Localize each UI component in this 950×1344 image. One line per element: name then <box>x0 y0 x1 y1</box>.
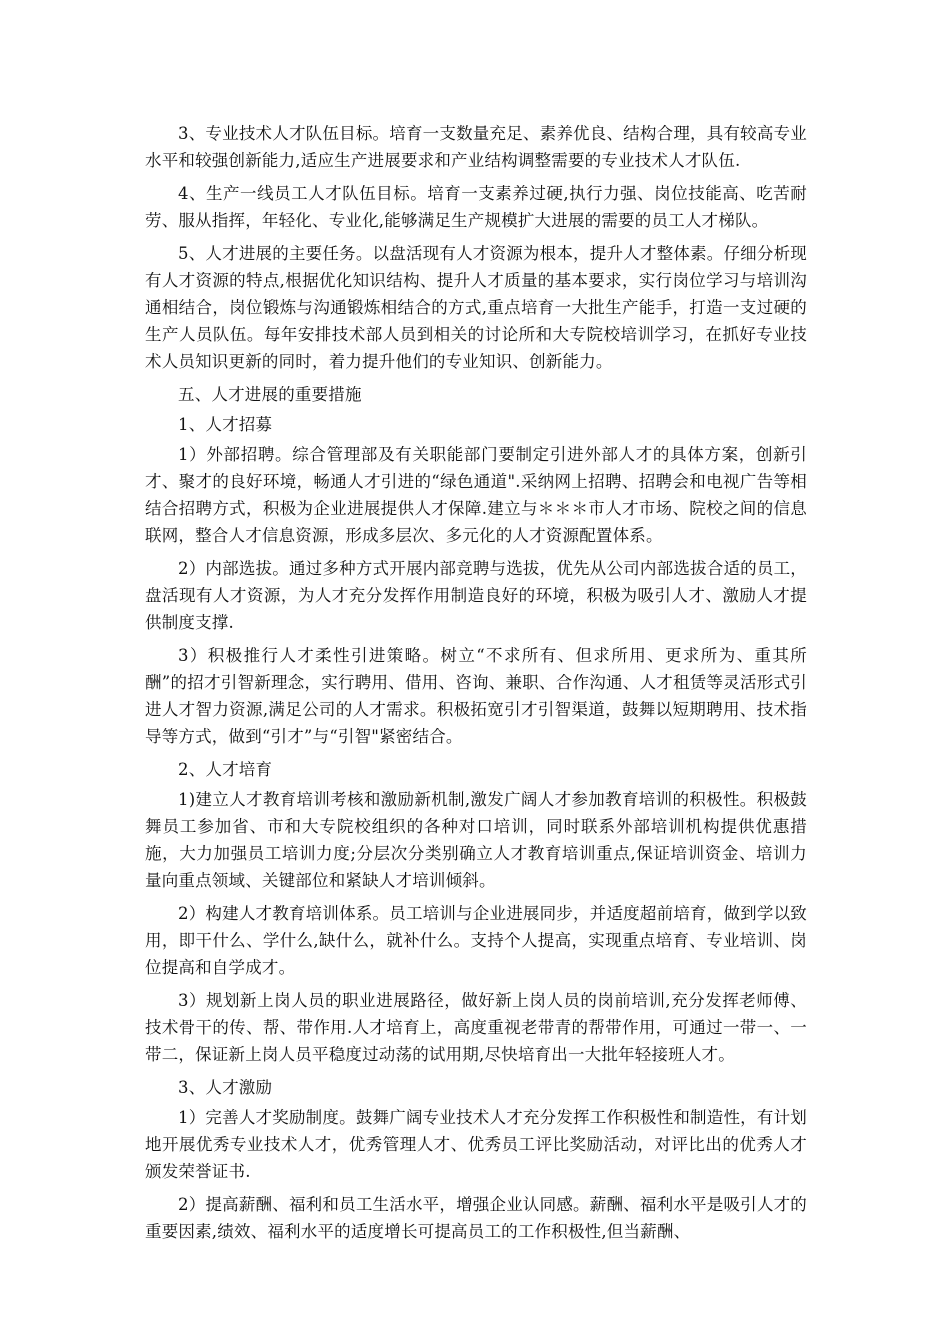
paragraph-award-system: 1）完善人才奖励制度。鼓舞广阔专业技术人才充分发挥工作积极性和制造性，有计划地开展优秀专业技术人才，优秀管理人才、优秀员工评比奖励活动，对评比出的优秀人才颁发荣誉证书. <box>145 1108 807 1181</box>
subheading-incentives: 3、人才激励 <box>178 1078 273 1097</box>
paragraph-flexible-introduction: 3）积极推行人才柔性引进策略。树立“不求所有、但求所用、更求所为、重其所酬”的招才引智新理念，实行聘用、借用、咨询、兼职、合作沟通、人才租赁等灵活形式引进人才智力资源,满足公司的人才需求。积极拓宽引才引智渠道，鼓舞以短期聘用、技术指导等方式，做到“引才”与“引智"紧密结合。 <box>145 646 807 746</box>
section-heading-key-measures: 五、人才进展的重要措施 <box>178 385 362 404</box>
paragraph-professional-tech-talent-goal: 3、专业技术人才队伍目标。培育一支数量充足、素养优良、结构合理，具有较高专业水平和较强创新能力,适应生产进展要求和产业结构调整需要的专业技术人才队伍. <box>145 124 807 170</box>
paragraph-training-system: 2）构建人才教育培训体系。员工培训与企业进展同步，并适度超前培育，做到学以致用，即干什么、学什么,缺什么，就补什么。支持个人提高，实现重点培育、专业培训、岗位提高和自学成才。 <box>145 904 807 977</box>
subheading-cultivation: 2、人才培育 <box>178 760 273 779</box>
paragraph-frontline-staff-goal: 4、生产一线员工人才队伍目标。培育一支素养过硬,执行力强、岗位技能高、吃苦耐劳、服从指挥，年轻化、专业化,能够满足生产规模扩大进展的需要的员工人才梯队。 <box>145 184 807 230</box>
paragraph-training-mechanism: 1)建立人才教育培训考核和激励新机制,激发广阔人才参加教育培训的积极性。积极鼓舞员工参加省、市和大专院校组织的各种对口培训，同时联系外部培训机构提供优惠措施，大力加强员工培训力度;分层次分类别确立人才教育培训重点,保证培训资金、培训力量向重点领域、关键部位和紧缺人才培训倾斜。 <box>145 790 807 890</box>
subheading-recruitment: 1、人才招募 <box>178 415 273 434</box>
paragraph-career-path: 3）规划新上岗人员的职业进展路径，做好新上岗人员的岗前培训,充分发挥老师傅、技术骨干的传、帮、带作用.人才培育上，高度重视老带青的帮带作用，可通过一带一、一带二，保证新上岗人员平稳度过动荡的试用期,尽快培育出一大批年轻接班人才。 <box>145 991 807 1064</box>
paragraph-internal-selection: 2）内部选拔。通过多种方式开展内部竞聘与选拔，优先从公司内部选拔合适的员工，盘活现有人才资源，为人才充分发挥作用制造良好的环境，积极为吸引人才、激励人才提供制度支撑. <box>145 559 807 632</box>
paragraph-main-tasks: 5、人才进展的主要任务。以盘活现有人才资源为根本，提升人才整体素。仔细分析现有人才资源的特点,根据优化知识结构、提升人才质量的基本要求，实行岗位学习与培训沟通相结合，岗位锻炼与沟通锻炼相结合的方式,重点培育一大批生产能手，打造一支过硬的生产人员队伍。每年安排技术部人员到相关的讨论所和大专院校培训学习，在抓好专业技术人员知识更新的同时，着力提升他们的专业知识、创新能力。 <box>145 244 807 371</box>
paragraph-compensation: 2）提高薪酬、福利和员工生活水平，增强企业认同感。薪酬、福利水平是吸引人才的重要因素,绩效、福利水平的适度增长可提高员工的工作积极性,但当薪酬、 <box>145 1195 807 1241</box>
paragraph-external-recruitment: 1）外部招聘。综合管理部及有关职能部门要制定引进外部人才的具体方案，创新引才、聚才的良好环境，畅通人才引进的“绿色通道".采纳网上招聘、招聘会和电视广告等相结合招聘方式，积极为企业进展提供人才保障.建立与＊＊＊市人才市场、院校之间的信息联网，整合人才信息资源，形成多层次、多元化的人才资源配置体系。 <box>145 445 807 545</box>
document-page <box>145 120 807 1251</box>
